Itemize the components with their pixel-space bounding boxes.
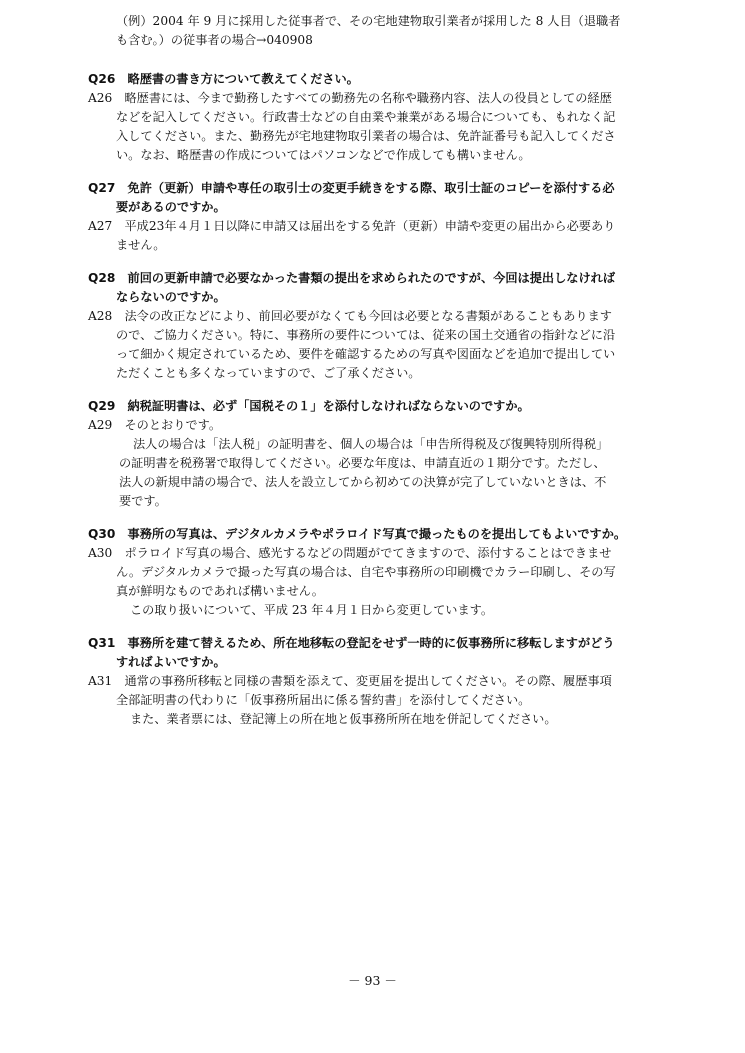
page-number: － 93 － (348, 973, 397, 988)
answer-a29-line: A29 そのとおりです。 (88, 418, 222, 432)
answer-a28-line: って細かく規定されているため、要件を確認するための写真や図面などを追加で提出してい (116, 347, 616, 361)
example-note-line: （例）2004 年 9 月に採用した従事者で、その宅地建物取引業者が採用した 8 人目（退職者 (116, 14, 621, 28)
question-q27: 要があるのですか。 (116, 200, 226, 214)
answer-a31-line: 全部証明書の代わりに「仮事務所届出に係る誓約書」を添付してください。 (116, 693, 531, 707)
question-q30: Q30 事務所の写真は、デジタルカメラやポラロイド写真で撮ったものを提出してもよいですか。 (88, 527, 627, 541)
answer-a28-line: ので、ご協力ください。特に、事務所の要件については、従来の国土交通省の指針などに沿 (116, 328, 616, 342)
answer-a26-line: 入してください。また、勤務先が宅地建物取引業者の場合は、免許証番号も記入してくださ (116, 129, 616, 143)
question-q29: Q29 納税証明書は、必ず「国税その１」を添付しなければならないのですか。 (88, 399, 530, 413)
answer-a26-line: A26 略歴書には、今まで勤務したすべての勤務先の名称や職務内容、法人の役員としての経歴 (88, 91, 612, 105)
answer-a29-line: 法人の新規申請の場合で、法人を設立してから初めての決算が完了していないときは、不 (119, 475, 607, 489)
question-q28: Q28 前回の更新申請で必要なかった書類の提出を求められたのですが、今回は提出しなければ (88, 271, 616, 285)
question-q31: すればよいですか。 (116, 655, 226, 669)
answer-a28-line: ただくことも多くなっていますので、ご了承ください。 (116, 366, 421, 380)
answer-a26-line: などを記入してください。行政書士などの自由業や兼業がある場合についても、もれなく記 (116, 110, 616, 124)
answer-a30-line: A30 ポラロイド写真の場合、感光するなどの問題がでてきますので、添付することはできませ (88, 546, 612, 560)
answer-a31-line: A31 通常の事務所移転と同様の書類を添えて、変更届を提出してください。その際、履歴事項 (88, 674, 612, 688)
answer-a29-line: 要です。 (119, 494, 167, 508)
answer-a31-line: また、業者票には、登記簿上の所在地と仮事務所所在地を併記してください。 (130, 712, 557, 726)
question-q26: Q26 略歴書の書き方について教えてください。 (88, 72, 359, 86)
example-note-line: も含む。）の従事者の場合→040908 (116, 33, 313, 47)
question-q28: ならないのですか。 (116, 290, 226, 304)
question-q27: Q27 免許（更新）申請や専任の取引士の変更手続きをする際、取引士証のコピーを添付する必 (88, 181, 615, 195)
answer-a26-line: い。なお、略歴書の作成についてはパソコンなどで作成しても構いません。 (116, 148, 531, 162)
answer-a29-line: の証明書を税務署で取得してください。必要な年度は、申請直近の１期分です。ただし、 (119, 456, 606, 470)
answer-a28-line: A28 法令の改正などにより、前回必要がなくても今回は必要となる書類があることもあります (88, 309, 612, 323)
answer-a30-line: この取り扱いについて、平成 23 年４月１日から変更しています。 (130, 603, 494, 617)
answer-a27-line: A27 平成23年４月１日以降に申請又は届出をする免許（更新）申請や変更の届出から必要あり (88, 219, 616, 233)
answer-a30-line: ん。デジタルカメラで撮った写真の場合は、自宅や事務所の印刷機でカラー印刷し、その写 (116, 565, 616, 579)
answer-a27-line: ません。 (116, 238, 166, 252)
answer-a29-line: 法人の場合は「法人税」の証明書を、個人の場合は「申告所得税及び復興特別所得税」 (133, 437, 609, 451)
question-q31: Q31 事務所を建て替えるため、所在地移転の登記をせず一時的に仮事務所に移転しますがどう (88, 636, 615, 650)
answer-a30-line: 真が鮮明なものであれば構いません。 (116, 584, 324, 598)
